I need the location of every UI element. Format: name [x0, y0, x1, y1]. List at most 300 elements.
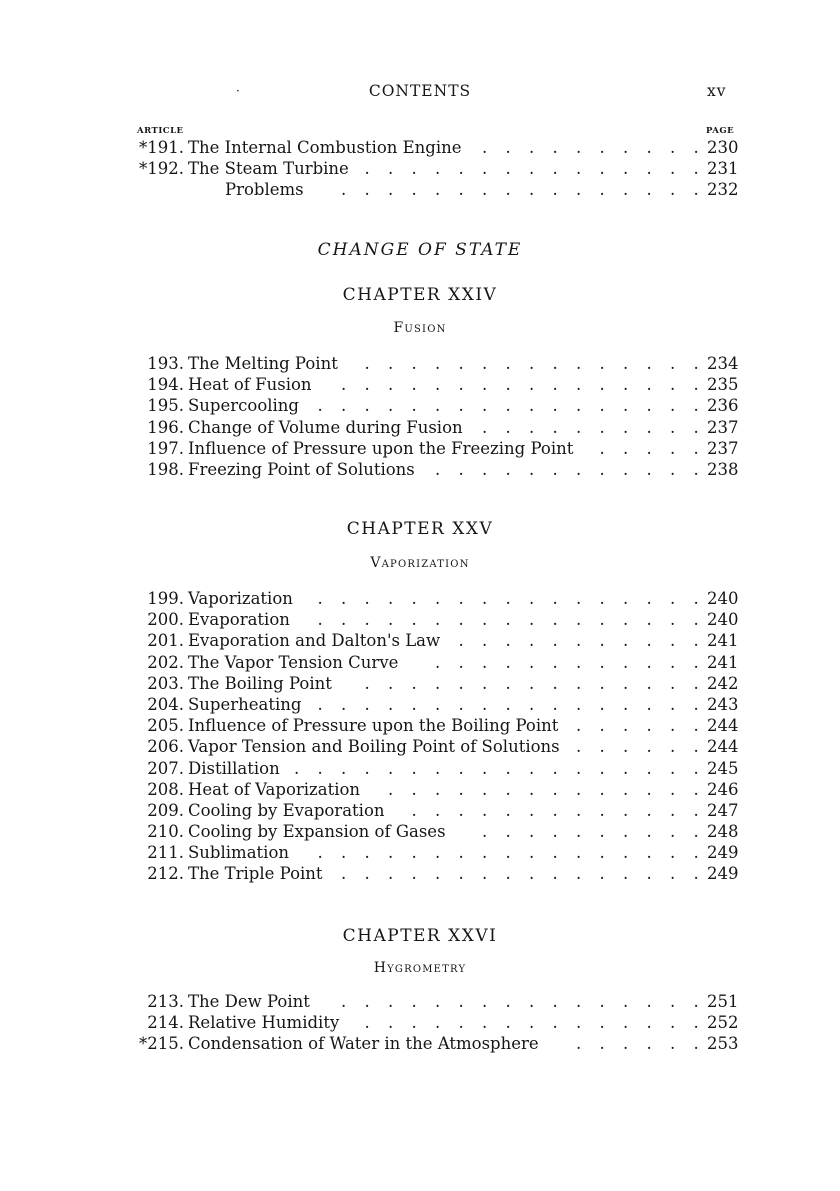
dot-leader: . [693, 354, 699, 373]
dot-leader: . [599, 864, 605, 884]
dot-leader: . [552, 992, 558, 1011]
dot-leader: . [693, 673, 699, 693]
dot-leader: . [670, 822, 676, 842]
dot-leader: . [529, 779, 535, 799]
dot-leader: . [529, 589, 535, 608]
entry-page: 237 [707, 417, 739, 437]
dot-leader: . [623, 843, 629, 863]
dot-leader: . [388, 396, 394, 416]
dot-leader: . [529, 673, 535, 693]
dot-leader: . [435, 864, 441, 884]
dot-leader: . [529, 354, 535, 373]
entry-title: Influence of Pressure upon the Freezing Point [188, 438, 574, 458]
dot-leader: . [670, 864, 676, 884]
dot-leader: . [435, 992, 441, 1011]
dot-leader: . [458, 459, 464, 479]
dot-leader: . [505, 822, 511, 842]
entry-page: 243 [707, 694, 739, 714]
entry-title: Freezing Point of Solutions [188, 459, 415, 479]
dot-leader: . [576, 375, 582, 395]
article-number: 213. [147, 992, 184, 1011]
dot-leader: . [552, 822, 558, 842]
dot-leader: . [646, 438, 652, 458]
entry-title: Vapor Tension and Boiling Point of Solutions [188, 737, 560, 757]
toc-row [0, 588, 840, 609]
dot-leader: . [388, 992, 394, 1011]
dot-leader: . [576, 354, 582, 373]
dot-leader: . [435, 779, 441, 799]
dot-leader: . [576, 589, 582, 608]
dot-leader: . [646, 843, 652, 863]
dot-leader: . [599, 716, 605, 736]
entry-title: The Internal Combustion Engine [188, 138, 462, 157]
toc-row [0, 609, 840, 630]
dot-leader: . [576, 459, 582, 479]
dot-leader: . [646, 1034, 652, 1054]
dot-leader: . [670, 589, 676, 608]
toc-row [0, 374, 840, 395]
dot-leader: . [505, 417, 511, 437]
dot-leader: . [505, 354, 511, 373]
dot-leader: . [646, 138, 652, 157]
entry-title: Supercooling [188, 396, 299, 416]
dot-leader: . [458, 694, 464, 714]
dot-leader: . [670, 737, 676, 757]
dot-leader: . [435, 673, 441, 693]
article-number: 211. [147, 843, 184, 863]
toc-block-intro [0, 137, 840, 201]
dot-leader: . [670, 438, 676, 458]
dot-leader: . [482, 843, 488, 863]
dot-leader: . [482, 758, 488, 778]
dot-leader: . [482, 992, 488, 1011]
dot-leader: . [317, 610, 323, 630]
dot-leader: . [599, 438, 605, 458]
dot-leader: . [670, 800, 676, 820]
dot-leader: . [529, 652, 535, 672]
dot-leader: . [599, 396, 605, 416]
dot-leader: . [388, 180, 394, 200]
dot-leader: . [646, 694, 652, 714]
dot-leader: . [693, 417, 699, 437]
article-number: *215. [139, 1034, 184, 1054]
dot-leader: . [599, 694, 605, 714]
dot-leader: . [646, 800, 652, 820]
dot-leader: . [646, 822, 652, 842]
dot-leader: . [599, 800, 605, 820]
dot-leader: . [599, 159, 605, 179]
toc-row [0, 821, 840, 842]
entry-page: 253 [707, 1034, 739, 1054]
entry-title: Influence of Pressure upon the Boiling Point [188, 716, 559, 736]
dot-leader: . [505, 694, 511, 714]
dot-leader: . [670, 459, 676, 479]
dot-leader: . [435, 1013, 441, 1033]
dot-leader: . [576, 631, 582, 651]
dot-leader: . [529, 375, 535, 395]
toc-row [0, 137, 840, 158]
dot-leader: . [623, 459, 629, 479]
dot-leader: . [693, 992, 699, 1011]
dot-leader: . [505, 375, 511, 395]
chapter-heading: CHAPTER XXIV [342, 285, 498, 305]
dot-leader: . [623, 779, 629, 799]
dot-leader: . [623, 694, 629, 714]
toc-row [0, 179, 840, 200]
dot-leader: . [670, 159, 676, 179]
entry-page: 240 [707, 589, 739, 608]
entry-title: Problems [225, 180, 304, 200]
dot-leader: . [411, 673, 417, 693]
dot-leader: . [576, 159, 582, 179]
dot-leader: . [599, 822, 605, 842]
dot-leader: . [670, 673, 676, 693]
dot-leader: . [411, 1013, 417, 1033]
dot-leader: . [599, 992, 605, 1011]
dot-leader: . [529, 694, 535, 714]
dot-leader: . [552, 652, 558, 672]
dot-leader: . [693, 779, 699, 799]
toc-row [0, 652, 840, 673]
entry-title: Sublimation [188, 843, 289, 863]
dot-leader: . [482, 459, 488, 479]
dot-leader: . [693, 843, 699, 863]
dot-leader: . [482, 610, 488, 630]
dot-leader: . [341, 758, 347, 778]
chapter-subject: Hygrometry [373, 960, 467, 976]
dot-leader: . [458, 652, 464, 672]
dot-leader: . [623, 758, 629, 778]
dot-leader: . [364, 843, 370, 863]
article-number: 200. [147, 610, 184, 630]
dot-leader: . [317, 589, 323, 608]
dot-leader: . [529, 822, 535, 842]
dot-leader: . [458, 159, 464, 179]
dot-leader: . [505, 159, 511, 179]
dot-leader: . [458, 631, 464, 651]
toc-row [0, 863, 840, 884]
dot-leader: . [411, 610, 417, 630]
dot-leader: . [435, 375, 441, 395]
dot-leader: . [599, 589, 605, 608]
entry-page: 249 [707, 864, 739, 884]
dot-leader: . [576, 1013, 582, 1033]
dot-leader: . [435, 459, 441, 479]
dot-leader: . [693, 138, 699, 157]
dot-leader: . [646, 673, 652, 693]
article-number: 201. [147, 631, 184, 651]
dot-leader: . [623, 716, 629, 736]
dot-leader: . [552, 180, 558, 200]
dot-leader: . [670, 716, 676, 736]
dot-leader: . [529, 631, 535, 651]
dot-leader: . [552, 159, 558, 179]
dot-leader: . [576, 800, 582, 820]
dot-leader: . [599, 758, 605, 778]
entry-page: 244 [707, 737, 739, 757]
entry-title: Evaporation and Dalton's Law [188, 631, 441, 651]
entry-title: Superheating [188, 694, 302, 714]
dot-leader: . [388, 589, 394, 608]
dot-leader: . [693, 1013, 699, 1033]
dot-leader: . [388, 610, 394, 630]
dot-leader: . [341, 396, 347, 416]
dot-leader: . [458, 843, 464, 863]
dot-leader: . [364, 610, 370, 630]
dot-leader: . [505, 800, 511, 820]
dot-leader: . [576, 180, 582, 200]
dot-leader: . [505, 610, 511, 630]
entry-title: Heat of Vaporization [188, 779, 361, 799]
toc-row [0, 800, 840, 821]
page-column-header: PAGE [706, 126, 735, 136]
dot-leader: . [341, 375, 347, 395]
dot-leader: . [458, 1013, 464, 1033]
dot-leader: . [482, 1013, 488, 1033]
dot-leader: . [411, 180, 417, 200]
toc-row [0, 630, 840, 651]
toc-block-chapter-26 [0, 991, 840, 1055]
dot-leader: . [670, 779, 676, 799]
dot-leader: . [482, 864, 488, 884]
article-number: 198. [147, 459, 184, 479]
dot-leader: . [482, 417, 488, 437]
dot-leader: . [623, 375, 629, 395]
dot-leader: . [435, 843, 441, 863]
dot-leader: . [670, 1013, 676, 1033]
dot-leader: . [670, 354, 676, 373]
dot-leader: . [693, 864, 699, 884]
dot-leader: . [599, 375, 605, 395]
dot-leader: . [317, 843, 323, 863]
dot-leader: . [482, 159, 488, 179]
entry-title: The Dew Point [188, 992, 310, 1011]
toc-row [0, 991, 840, 1012]
dot-leader: . [458, 354, 464, 373]
dot-leader: . [458, 180, 464, 200]
dot-leader: . [505, 673, 511, 693]
dot-leader: . [552, 354, 558, 373]
dot-leader: . [388, 864, 394, 884]
dot-leader: . [388, 354, 394, 373]
dot-leader: . [458, 992, 464, 1011]
dot-leader: . [505, 843, 511, 863]
dot-leader: . [458, 610, 464, 630]
dot-leader: . [364, 180, 370, 200]
dot-leader: . [623, 1013, 629, 1033]
dot-leader: . [505, 631, 511, 651]
toc-row [0, 694, 840, 715]
dot-leader: . [599, 843, 605, 863]
dot-leader: . [623, 354, 629, 373]
dot-leader: . [670, 138, 676, 157]
dot-leader: . [552, 758, 558, 778]
chapter-subject: Vaporization [370, 555, 470, 571]
toc-row [0, 417, 840, 438]
article-number: 196. [147, 417, 184, 437]
entry-title: Condensation of Water in the Atmosphere [188, 1034, 539, 1054]
dot-leader: . [623, 992, 629, 1011]
dot-leader: . [411, 694, 417, 714]
dot-leader: . [552, 589, 558, 608]
dot-leader: . [529, 843, 535, 863]
dot-leader: . [670, 417, 676, 437]
entry-title: Cooling by Expansion of Gases [188, 822, 446, 842]
dot-leader: . [599, 1013, 605, 1033]
dot-leader: . [364, 354, 370, 373]
dot-leader: . [576, 864, 582, 884]
dot-leader: . [364, 992, 370, 1011]
dot-leader: . [623, 800, 629, 820]
dot-leader: . [411, 864, 417, 884]
dot-leader: . [341, 694, 347, 714]
dot-leader: . [505, 138, 511, 157]
dot-leader: . [670, 694, 676, 714]
entry-page: 245 [707, 758, 739, 778]
dot-leader: . [529, 864, 535, 884]
article-number: 207. [147, 758, 184, 778]
dot-leader: . [623, 822, 629, 842]
dot-leader: . [529, 610, 535, 630]
dot-leader: . [364, 1013, 370, 1033]
dot-leader: . [576, 417, 582, 437]
dot-leader: . [388, 159, 394, 179]
dot-leader: . [482, 673, 488, 693]
chapter-heading: CHAPTER XXV [346, 519, 494, 539]
dot-leader: . [552, 800, 558, 820]
entry-page: 235 [707, 375, 739, 395]
dot-leader: . [529, 459, 535, 479]
dot-leader: . [623, 610, 629, 630]
dot-leader: . [458, 779, 464, 799]
dot-leader: . [482, 589, 488, 608]
dot-leader: . [529, 758, 535, 778]
dot-leader: . [529, 138, 535, 157]
dot-leader: . [576, 843, 582, 863]
dot-leader: . [552, 396, 558, 416]
dot-leader: . [505, 1013, 511, 1033]
article-number: 203. [147, 673, 184, 693]
dot-leader: . [646, 1013, 652, 1033]
dot-leader: . [458, 673, 464, 693]
dot-leader: . [670, 631, 676, 651]
article-number: 204. [147, 694, 184, 714]
dot-leader: . [552, 779, 558, 799]
entry-page: 232 [707, 180, 739, 200]
dot-leader: . [646, 180, 652, 200]
entry-title: Change of Volume during Fusion [188, 417, 463, 437]
article-number: 214. [147, 1013, 184, 1033]
entry-page: 236 [707, 396, 739, 416]
toc-row [0, 353, 840, 374]
dot-leader: . [411, 800, 417, 820]
dot-leader: . [576, 396, 582, 416]
dot-leader: . [576, 716, 582, 736]
dot-leader: . [693, 694, 699, 714]
dot-leader: . [458, 800, 464, 820]
dot-leader: . [435, 652, 441, 672]
dot-leader: . [411, 843, 417, 863]
dot-leader: . [670, 758, 676, 778]
dot-leader: . [646, 716, 652, 736]
dot-leader: . [388, 694, 394, 714]
dot-leader: . [693, 610, 699, 630]
entry-page: 247 [707, 800, 739, 820]
entry-title: The Melting Point [188, 354, 338, 373]
dot-leader: . [623, 673, 629, 693]
dot-leader: . [482, 180, 488, 200]
toc-row [0, 459, 840, 480]
toc-row [0, 779, 840, 800]
entry-page: 237 [707, 438, 739, 458]
dot-leader: . [341, 843, 347, 863]
dot-leader: . [411, 375, 417, 395]
dot-leader: . [670, 180, 676, 200]
dot-leader: . [552, 673, 558, 693]
article-number: 199. [147, 589, 184, 608]
dot-leader: . [576, 779, 582, 799]
dot-leader: . [576, 822, 582, 842]
dot-leader: . [599, 610, 605, 630]
dot-leader: . [646, 459, 652, 479]
dot-leader: . [670, 1034, 676, 1054]
entry-title: Distillation [188, 758, 280, 778]
dot-leader: . [482, 354, 488, 373]
dot-leader: . [552, 417, 558, 437]
dot-leader: . [670, 375, 676, 395]
dot-leader: . [341, 610, 347, 630]
dot-leader: . [646, 737, 652, 757]
article-number: *192. [139, 159, 184, 179]
dot-leader: . [576, 610, 582, 630]
dot-leader: . [599, 673, 605, 693]
dot-leader: . [670, 610, 676, 630]
toc-row [0, 1033, 840, 1054]
dot-leader: . [693, 438, 699, 458]
entry-page: 234 [707, 354, 739, 373]
dot-leader: . [364, 758, 370, 778]
toc-block-chapter-24 [0, 353, 840, 480]
dot-leader: . [388, 673, 394, 693]
dot-leader: . [646, 589, 652, 608]
dot-leader: . [388, 779, 394, 799]
entry-title: Vaporization [188, 589, 293, 608]
entry-title: Relative Humidity [188, 1013, 340, 1033]
toc-row [0, 158, 840, 179]
dot-leader: . [646, 375, 652, 395]
article-number: 205. [147, 716, 184, 736]
dot-leader: . [552, 610, 558, 630]
dot-leader: . [599, 459, 605, 479]
entry-title: The Boiling Point [188, 673, 332, 693]
dot-leader: . [646, 631, 652, 651]
dot-leader: . [623, 652, 629, 672]
ink-mark: · [236, 84, 240, 98]
dot-leader: . [646, 864, 652, 884]
dot-leader: . [623, 589, 629, 608]
dot-leader: . [599, 779, 605, 799]
dot-leader: . [576, 652, 582, 672]
dot-leader: . [552, 1013, 558, 1033]
dot-leader: . [623, 180, 629, 200]
dot-leader: . [435, 610, 441, 630]
dot-leader: . [458, 396, 464, 416]
entry-page: 231 [707, 159, 739, 179]
dot-leader: . [364, 589, 370, 608]
entry-page: 249 [707, 843, 739, 863]
dot-leader: . [623, 159, 629, 179]
toc-row [0, 673, 840, 694]
